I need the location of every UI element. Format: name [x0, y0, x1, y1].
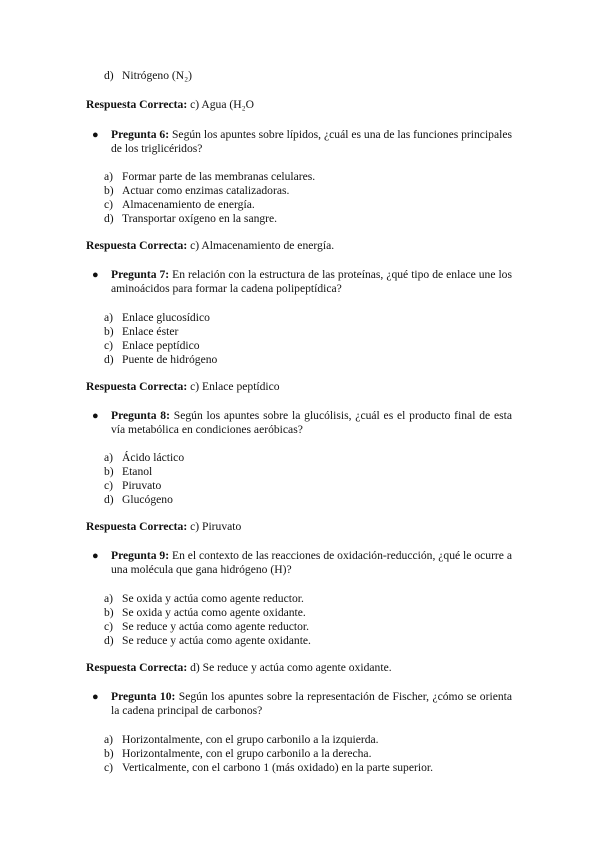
option-letter: d) [104, 69, 114, 82]
option-item: d) Glucógeno [104, 493, 173, 506]
option-item: b) Horizontalmente, con el grupo carbonilo a la derecha. [104, 747, 372, 760]
bullet-icon: ● [92, 269, 99, 281]
option-item: b) Etanol [104, 465, 153, 478]
option-item: a) Formar parte de las membranas celulares. [104, 170, 316, 183]
option-item: c) Verticalmente, con el carbono 1 (más oxidado) en la parte superior. [104, 761, 433, 774]
option-item: d) Se reduce y actúa como agente oxidante. [104, 634, 311, 647]
option-item: b) Enlace éster [104, 325, 179, 338]
question-8 [92, 409, 512, 437]
bullet-icon: ● [92, 550, 99, 562]
question-label: Pregunta 9: [111, 549, 170, 562]
bullet-icon: ● [92, 129, 99, 141]
option-item [104, 69, 192, 83]
question-text: Pregunta 9: En el contexto de las reacciones de oxidación-reducción, ¿qué le ocurre a una molécula que gana hidrógeno (H)? [111, 549, 512, 576]
correct-answer: Respuesta Correcta: c) Almacenamiento de energía. [86, 239, 335, 252]
option-item: b) Actuar como enzimas catalizadoras. [104, 184, 290, 197]
option-item: c) Piruvato [104, 479, 162, 492]
question-label: Pregunta 8: [111, 409, 170, 422]
correct-answer: Respuesta Correcta: c) Enlace peptídico [86, 380, 280, 393]
question-6 [92, 128, 512, 156]
option-item: c) Se reduce y actúa como agente reductor. [104, 620, 310, 633]
bullet-icon: ● [92, 410, 99, 422]
question-text: Pregunta 10: Según los apuntes sobre la representación de Fischer, ¿cómo se orienta la cadena principal de carbonos? [111, 690, 512, 717]
question-text: Pregunta 6: Según los apuntes sobre lípidos, ¿cuál es una de las funciones principales de los triglicéridos? [111, 128, 512, 155]
answer-label: Respuesta Correcta: [86, 98, 188, 111]
question-text: Pregunta 7: En relación con la estructura de las proteínas, ¿qué tipo de enlace une los aminoácidos para formar la cadena polipeptídica? [111, 268, 512, 295]
answer-text: c) Agua (H₂O [190, 98, 255, 111]
question-label: Pregunta 10: [111, 690, 176, 703]
option-item: d) Puente de hidrógeno [104, 353, 218, 366]
option-item: c) Almacenamiento de energía. [104, 198, 255, 211]
question-text: Pregunta 8: Según los apuntes sobre la glucólisis, ¿cuál es el producto final de esta vía metabólica en condiciones aeróbicas? [111, 409, 512, 436]
question-7 [92, 268, 512, 296]
option-item: d) Transportar oxígeno en la sangre. [104, 212, 278, 225]
option-text: Nitrógeno (N₂) [122, 69, 193, 82]
question-label: Pregunta 7: [111, 268, 170, 281]
option-item: a) Ácido láctico [104, 451, 185, 464]
option-item: c) Enlace peptídico [104, 339, 200, 352]
correct-answer: Respuesta Correcta: c) Piruvato [86, 520, 242, 533]
question-9 [92, 549, 512, 577]
question-10 [92, 690, 512, 718]
correct-answer: Respuesta Correcta: d) Se reduce y actúa como agente oxidante. [86, 661, 392, 674]
correct-answer [86, 98, 254, 112]
question-label: Pregunta 6: [111, 128, 170, 141]
option-item: a) Enlace glucosídico [104, 311, 210, 324]
option-item: a) Se oxida y actúa como agente reductor. [104, 592, 304, 605]
option-item: a) Horizontalmente, con el grupo carbonilo a la izquierda. [104, 733, 379, 746]
bullet-icon: ● [92, 691, 99, 703]
option-item: b) Se oxida y actúa como agente oxidante. [104, 606, 306, 619]
